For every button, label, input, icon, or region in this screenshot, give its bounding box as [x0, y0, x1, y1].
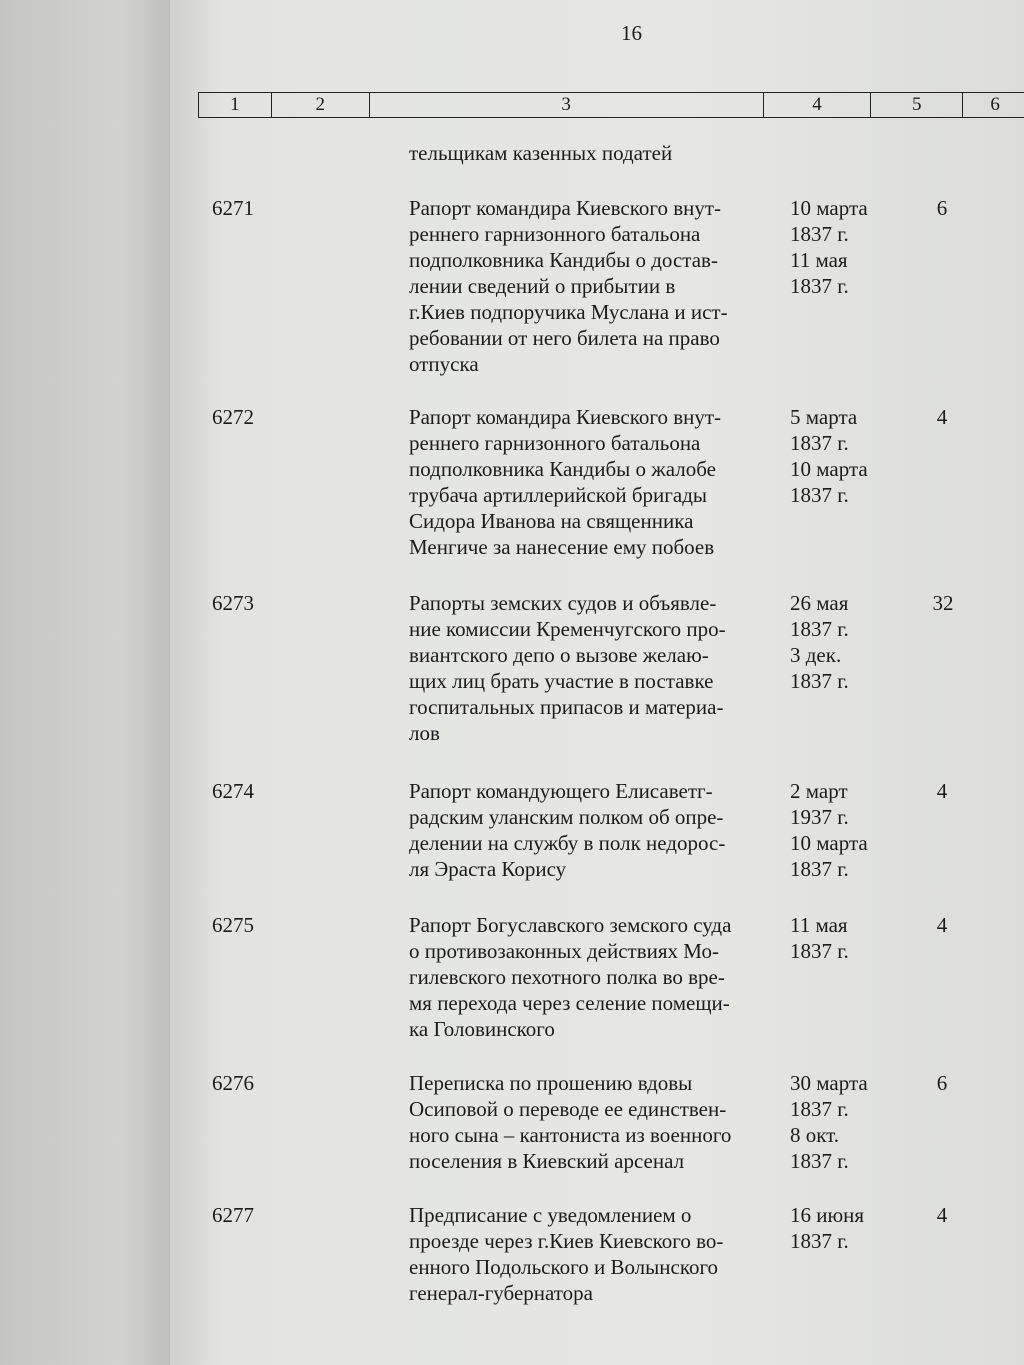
column-header-3: 3 — [370, 93, 764, 117]
description-line: ного сына – кантониста из военного — [409, 1123, 732, 1147]
date-line: 1837 г. — [790, 669, 849, 693]
sheet-count: 4 — [936, 913, 948, 937]
sheet-count: 32 — [932, 591, 954, 615]
date-line: 2 март — [790, 779, 848, 803]
sheet-count: 6 — [936, 1071, 948, 1095]
date-line: 10 марта — [790, 831, 868, 855]
description-line: лении сведений о прибытии в — [409, 274, 676, 298]
description-line: проезде через г.Киев Киевского во- — [409, 1229, 724, 1253]
description-line: генерал-губернатора — [409, 1281, 593, 1305]
book-spine — [0, 0, 170, 1365]
description-line: енного Подольского и Волынского — [409, 1255, 719, 1279]
table-header — [198, 92, 1024, 118]
date-line: 5 марта — [790, 405, 858, 429]
description-line: Осиповой о переводе ее единствен- — [409, 1097, 727, 1121]
description-line: госпитальных припасов и материа- — [409, 695, 724, 719]
description-line: Менгиче за нанесение ему побоев — [409, 535, 715, 559]
date-line: 1837 г. — [790, 1149, 849, 1173]
date-line: 1837 г. — [790, 857, 849, 881]
file-number: 6271 — [212, 196, 254, 220]
description-line: реннего гарнизонного батальона — [409, 431, 701, 455]
date-line: 11 мая — [790, 248, 848, 272]
description-line: о противозаконных действиях Мо- — [409, 939, 719, 963]
date-line: 1837 г. — [790, 222, 849, 246]
date-line: 26 мая — [790, 591, 849, 615]
description-line: Рапорт командующего Елисаветг- — [409, 779, 713, 803]
description-line: ка Головинского — [409, 1017, 555, 1041]
sheet-count: 4 — [936, 779, 948, 803]
description-line: Рапорт командира Киевского внут- — [409, 196, 722, 220]
date-line: 1837 г. — [790, 1229, 849, 1253]
description-line: лов — [409, 721, 440, 745]
date-line: 16 июня — [790, 1203, 865, 1227]
column-header-5: 5 — [871, 93, 963, 117]
description-line: поселения в Киевский арсенал — [409, 1149, 685, 1173]
column-header-2: 2 — [272, 93, 370, 117]
date-line: 1837 г. — [790, 274, 849, 298]
description-line: Переписка по прошению вдовы — [409, 1071, 693, 1095]
description-line: г.Киев подпоручика Муслана и ист- — [409, 300, 728, 324]
description-line: Сидора Иванова на священника — [409, 509, 694, 533]
description-line: подполковника Кандибы о жалобе — [409, 457, 716, 481]
description-line: Рапорт командира Киевского внут- — [409, 405, 722, 429]
file-number: 6276 — [212, 1071, 254, 1095]
description-line: радским уланским полком об опре- — [409, 805, 724, 829]
date-line: 1837 г. — [790, 431, 849, 455]
date-line: 10 марта — [790, 196, 868, 220]
date-line: 1837 г. — [790, 617, 849, 641]
continuation-text: тельщикам казенных податей — [409, 141, 673, 165]
sheet-count: 6 — [936, 196, 948, 220]
page-number: 16 — [621, 21, 642, 45]
column-header-1: 1 — [199, 93, 272, 117]
file-number: 6272 — [212, 405, 254, 429]
date-line: 30 марта — [790, 1071, 868, 1095]
sheet-count: 4 — [936, 405, 948, 429]
description-line: трубача артиллерийской бригады — [409, 483, 707, 507]
description-line: щих лиц брать участие в поставке — [409, 669, 714, 693]
column-header-4: 4 — [764, 93, 872, 117]
description-line: отпуска — [409, 352, 479, 376]
file-number: 6275 — [212, 913, 254, 937]
description-line: ребовании от него билета на право — [409, 326, 720, 350]
date-line: 11 мая — [790, 913, 848, 937]
date-line: 1937 г. — [790, 805, 849, 829]
date-line: 10 марта — [790, 457, 868, 481]
sheet-count: 4 — [936, 1203, 948, 1227]
description-line: делении на службу в полк недорос- — [409, 831, 726, 855]
date-line: 1837 г. — [790, 1097, 849, 1121]
date-line: 1837 г. — [790, 939, 849, 963]
file-number: 6277 — [212, 1203, 254, 1227]
description-line: подполковника Кандибы о достав- — [409, 248, 718, 272]
description-line: гилевского пехотного полка во вре- — [409, 965, 725, 989]
column-header-6: 6 — [990, 94, 1000, 115]
description-line: Рапорты земских судов и объявле- — [409, 591, 717, 615]
date-line: 8 окт. — [790, 1123, 840, 1147]
file-number: 6274 — [212, 779, 254, 803]
date-line: 3 дек. — [790, 643, 842, 667]
description-line: виантского депо о вызове желаю- — [409, 643, 709, 667]
description-line: ние комиссии Кременчугского про- — [409, 617, 726, 641]
description-line: Рапорт Богуславского земского суда — [409, 913, 732, 937]
description-line: реннего гарнизонного батальона — [409, 222, 701, 246]
file-number: 6273 — [212, 591, 254, 615]
description-line: мя перехода через селение помещи- — [409, 991, 730, 1015]
description-line: Предписание с уведомлением о — [409, 1203, 692, 1227]
description-line: ля Эраста Корису — [409, 857, 567, 881]
date-line: 1837 г. — [790, 483, 849, 507]
